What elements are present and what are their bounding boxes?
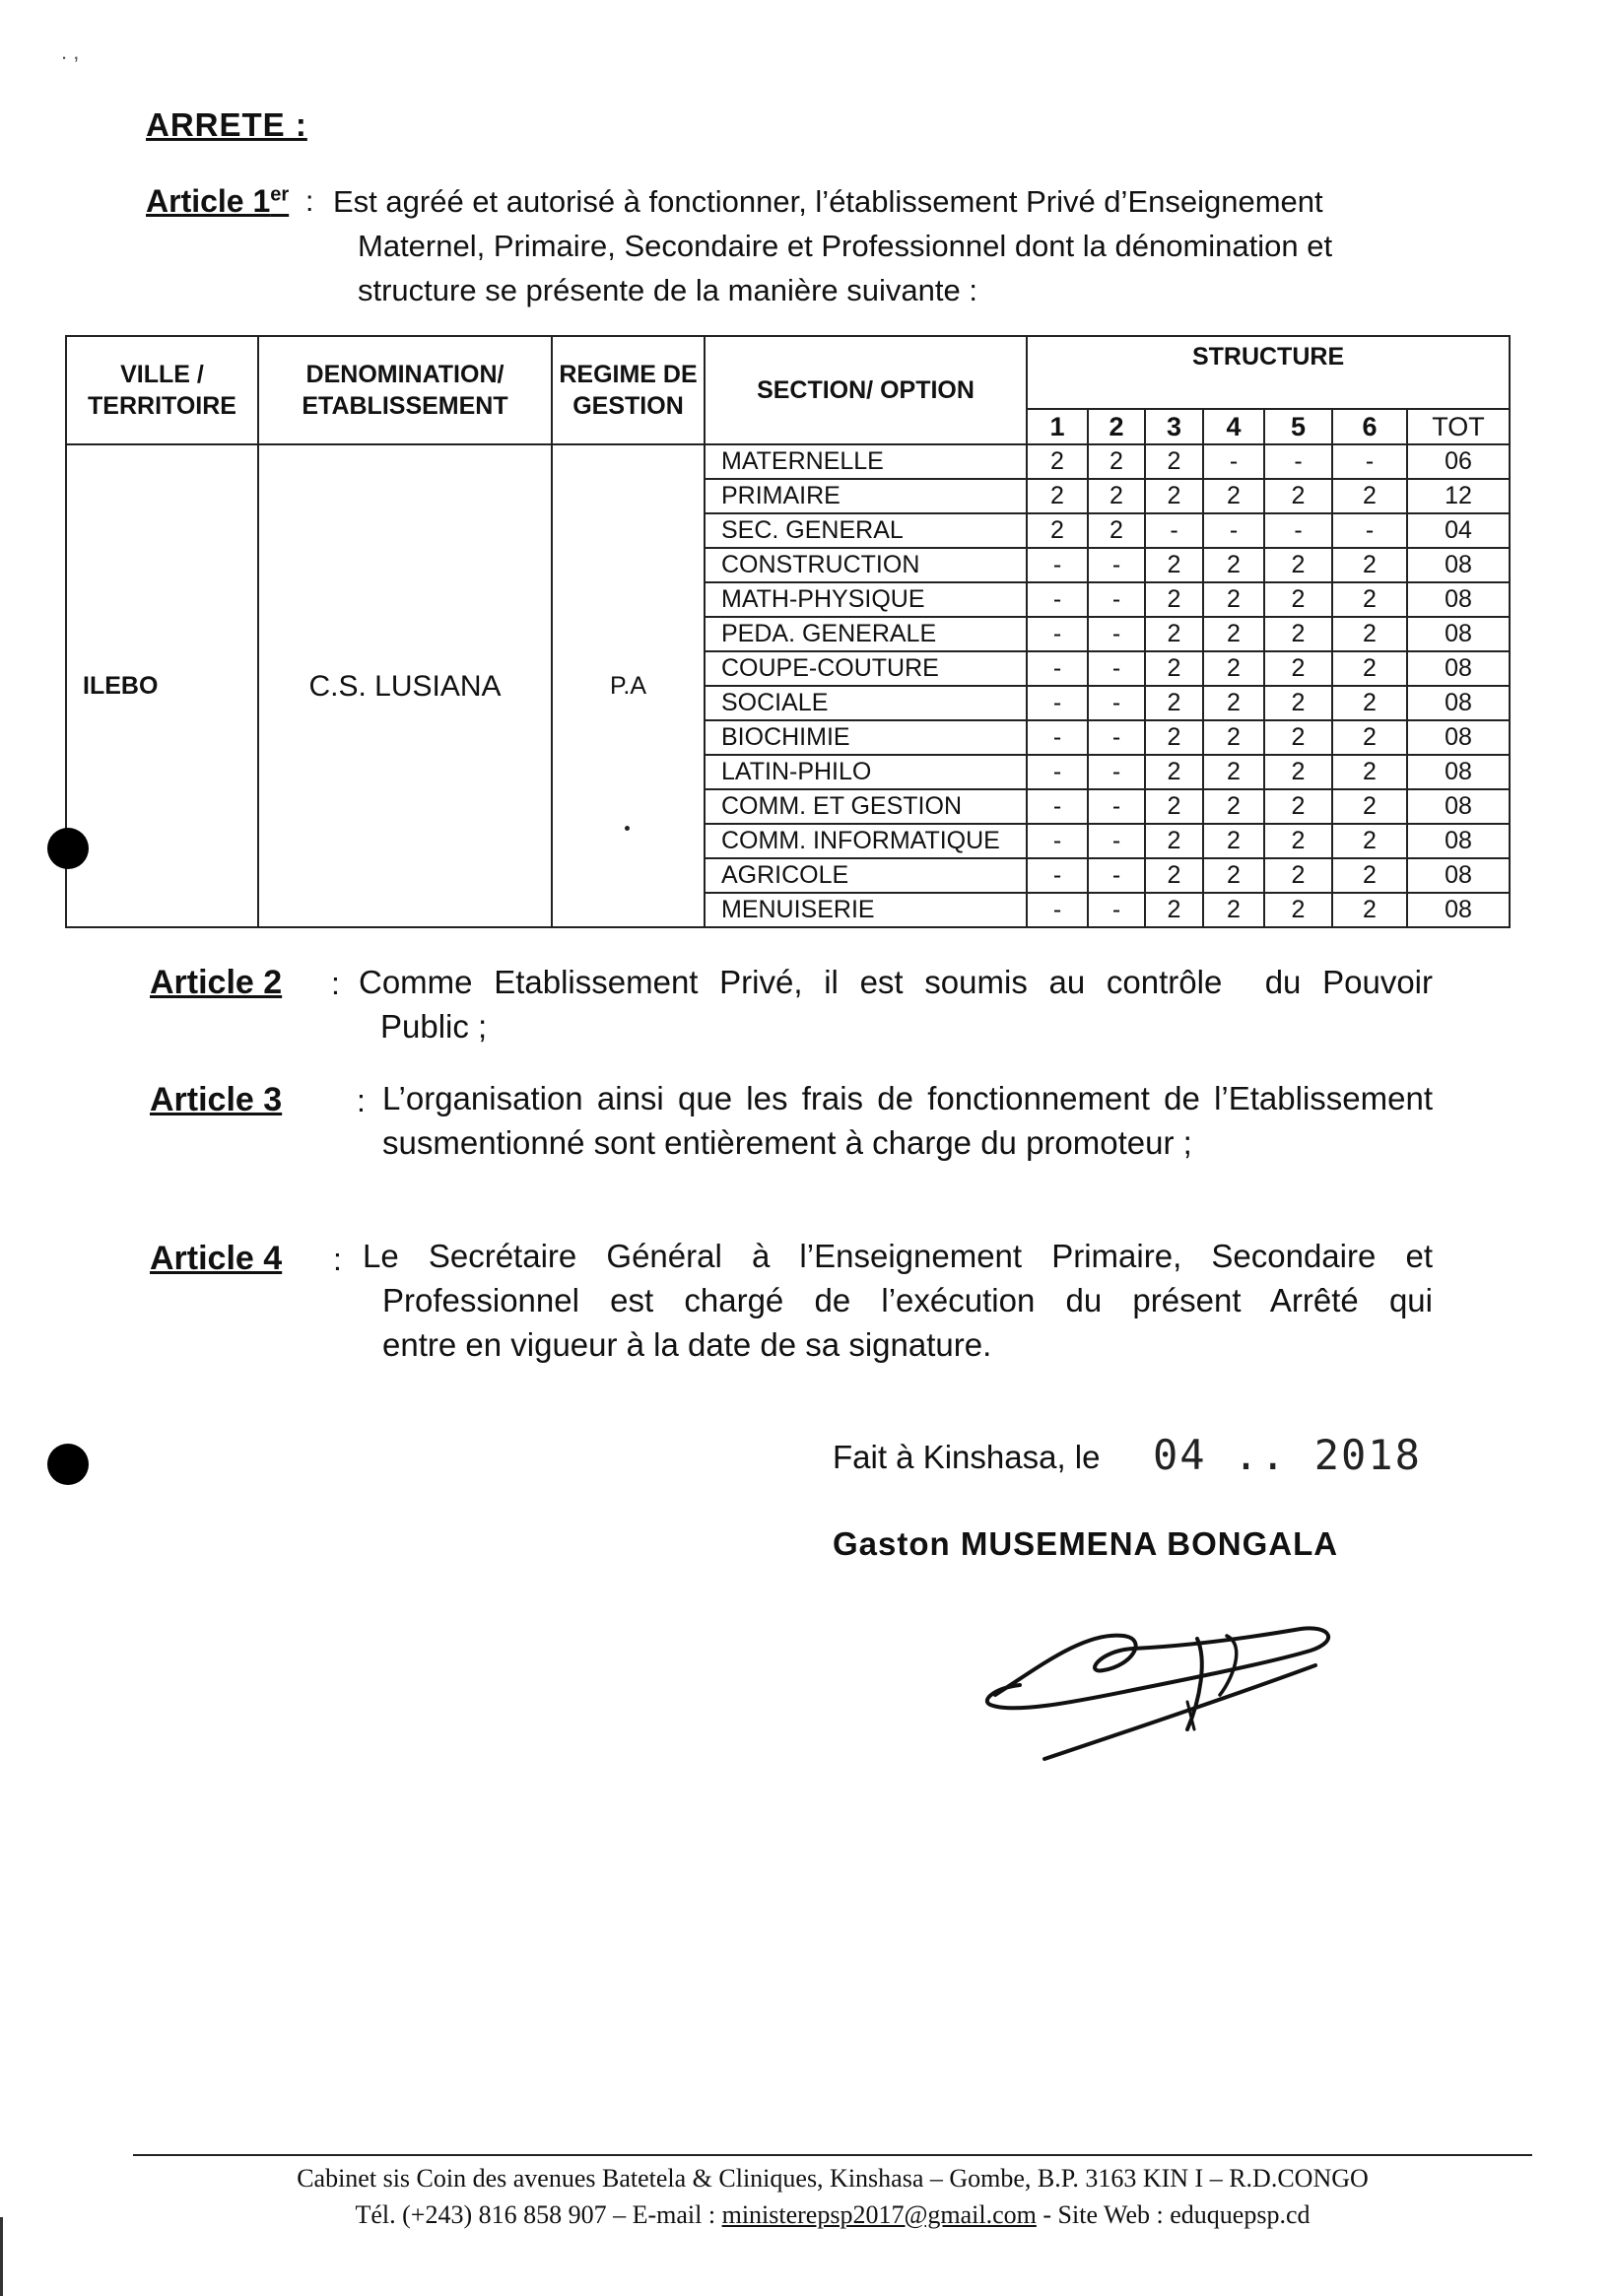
footer-rule: [133, 2154, 1532, 2156]
cell-structure-4: 2: [1203, 858, 1264, 893]
footer-web: - Site Web : eduquepsp.cd: [1036, 2200, 1311, 2229]
cell-structure-1: 2: [1027, 479, 1088, 513]
cell-structure-2: 2: [1088, 479, 1145, 513]
structure-table: [65, 335, 1511, 928]
cell-structure-6: 2: [1332, 858, 1407, 893]
struct-col-tot: TOT: [1407, 409, 1510, 444]
cell-structure-2: -: [1088, 755, 1145, 789]
cell-structure-5: 2: [1264, 582, 1332, 617]
cell-structure-1: -: [1027, 824, 1088, 858]
cell-structure-4: 2: [1203, 479, 1264, 513]
cell-structure-3: 2: [1145, 548, 1203, 582]
cell-structure-6: 2: [1332, 893, 1407, 927]
article2-line1: Comme Etablissement Privé, il est soumis au contrôle du Pouvoir: [359, 964, 1433, 1000]
cell-structure-5: 2: [1264, 720, 1332, 755]
cell-option: PRIMAIRE: [705, 479, 1027, 513]
cell-structure-3: 2: [1145, 789, 1203, 824]
struct-col-4: 4: [1203, 409, 1264, 444]
article1-label-sup: er: [270, 183, 290, 206]
cell-structure-3: -: [1145, 513, 1203, 548]
cell-structure-5: 2: [1264, 893, 1332, 927]
cell-structure-1: -: [1027, 651, 1088, 686]
date-stamp: 04 .. 2018: [1153, 1431, 1422, 1479]
cell-structure-6: 2: [1332, 824, 1407, 858]
cell-structure-4: 2: [1203, 686, 1264, 720]
cell-total: 08: [1407, 893, 1510, 927]
cell-total: 08: [1407, 651, 1510, 686]
cell-structure-3: 2: [1145, 720, 1203, 755]
footer-tel: Tél. (+243) 816 858 907 – E-mail :: [355, 2200, 722, 2229]
cell-option: BIOCHIMIE: [705, 720, 1027, 755]
article4-line3: entre en vigueur à la date de sa signature.: [382, 1326, 992, 1363]
cell-structure-2: -: [1088, 720, 1145, 755]
cell-structure-2: -: [1088, 824, 1145, 858]
footer-contact: [133, 2200, 1532, 2230]
header-section: SECTION/ OPTION: [705, 336, 1027, 444]
cell-regime: P.A: [552, 444, 705, 927]
cell-structure-4: -: [1203, 513, 1264, 548]
footer-email-link[interactable]: ministerepsp2017@gmail.com: [721, 2200, 1037, 2229]
cell-structure-5: 2: [1264, 479, 1332, 513]
cell-total: 08: [1407, 824, 1510, 858]
cell-structure-3: 2: [1145, 893, 1203, 927]
header-regime: REGIME DE GESTION: [552, 336, 705, 444]
header-denomination: DENOMINATION/ ETABLISSEMENT: [258, 336, 552, 444]
cell-structure-4: 2: [1203, 720, 1264, 755]
cell-structure-3: 2: [1145, 651, 1203, 686]
cell-structure-2: -: [1088, 858, 1145, 893]
article3-colon: :: [357, 1083, 366, 1118]
cell-structure-4: 2: [1203, 824, 1264, 858]
cell-structure-6: -: [1332, 444, 1407, 479]
cell-structure-3: 2: [1145, 582, 1203, 617]
arrete-heading: ARRETE :: [146, 106, 307, 143]
cell-structure-6: -: [1332, 513, 1407, 548]
cell-structure-1: -: [1027, 617, 1088, 651]
cell-structure-6: 2: [1332, 617, 1407, 651]
cell-structure-4: 2: [1203, 789, 1264, 824]
cell-structure-5: 2: [1264, 651, 1332, 686]
cell-structure-6: 2: [1332, 582, 1407, 617]
cell-structure-1: -: [1027, 858, 1088, 893]
article1-label: [146, 183, 289, 220]
cell-structure-4: 2: [1203, 651, 1264, 686]
cell-structure-3: 2: [1145, 858, 1203, 893]
cell-structure-2: -: [1088, 686, 1145, 720]
cell-option: PEDA. GENERALE: [705, 617, 1027, 651]
scan-edge: [0, 2217, 3, 2296]
punch-hole-lower: [47, 1444, 89, 1485]
struct-col-6: 6: [1332, 409, 1407, 444]
cell-structure-4: -: [1203, 444, 1264, 479]
article3-text: L’organisation ainsi que les frais de fonctionnement de l’Etablissement susmentionné sont entièrement à charge du promoteur ;: [382, 1080, 1433, 1161]
article2-text: [359, 960, 1433, 1048]
cell-structure-2: -: [1088, 548, 1145, 582]
cell-structure-3: 2: [1145, 479, 1203, 513]
cell-structure-3: 2: [1145, 686, 1203, 720]
cell-structure-4: 2: [1203, 617, 1264, 651]
cell-structure-2: -: [1088, 582, 1145, 617]
cell-total: 12: [1407, 479, 1510, 513]
cell-structure-5: 2: [1264, 686, 1332, 720]
cell-total: 08: [1407, 582, 1510, 617]
struct-col-5: 5: [1264, 409, 1332, 444]
signer-name: Gaston MUSEMENA BONGALA: [833, 1525, 1339, 1562]
cell-option: MATERNELLE: [705, 444, 1027, 479]
struct-col-2: 2: [1088, 409, 1145, 444]
cell-total: 08: [1407, 686, 1510, 720]
article4-line2: Professionnel est chargé de l’exécution du présent Arrêté qui: [382, 1282, 1433, 1318]
cell-total: 08: [1407, 858, 1510, 893]
article2-line2: Public ;: [380, 1008, 488, 1045]
article4-label: Article 4: [150, 1240, 283, 1277]
cell-structure-5: 2: [1264, 858, 1332, 893]
cell-structure-3: 2: [1145, 755, 1203, 789]
cell-total: 08: [1407, 617, 1510, 651]
article4-line1: Le Secrétaire Général à l’Enseignement Primaire, Secondaire et: [363, 1238, 1433, 1274]
cell-structure-1: -: [1027, 548, 1088, 582]
table-row: [66, 444, 1510, 479]
cell-structure-5: -: [1264, 513, 1332, 548]
cell-structure-3: 2: [1145, 824, 1203, 858]
cell-structure-1: 2: [1027, 513, 1088, 548]
cell-structure-4: 2: [1203, 755, 1264, 789]
cell-total: 08: [1407, 720, 1510, 755]
cell-structure-1: -: [1027, 893, 1088, 927]
punch-hole-upper: [47, 828, 89, 869]
header-structure: STRUCTURE: [1027, 336, 1510, 409]
article1-colon: :: [305, 185, 314, 218]
signature: [975, 1591, 1350, 1789]
cell-structure-6: 2: [1332, 720, 1407, 755]
article4-text: [363, 1234, 1433, 1367]
cell-structure-1: -: [1027, 686, 1088, 720]
cell-option: AGRICOLE: [705, 858, 1027, 893]
cell-structure-5: 2: [1264, 617, 1332, 651]
cell-structure-2: 2: [1088, 444, 1145, 479]
cell-structure-1: -: [1027, 582, 1088, 617]
article2-label: Article 2: [150, 964, 283, 1001]
footer-address: Cabinet sis Coin des avenues Batetela & Cliniques, Kinshasa – Gombe, B.P. 3163 KIN I – R.D.CONGO: [297, 2164, 1369, 2193]
cell-option: CONSTRUCTION: [705, 548, 1027, 582]
cell-structure-3: 2: [1145, 617, 1203, 651]
cell-structure-4: 2: [1203, 548, 1264, 582]
fait-a-kinshasa: Fait à Kinshasa, le: [833, 1439, 1101, 1475]
cell-structure-1: -: [1027, 720, 1088, 755]
article3-label: Article 3: [150, 1081, 283, 1118]
cell-structure-3: 2: [1145, 444, 1203, 479]
stray-marks: . ,: [61, 39, 80, 64]
cell-option: MENUISERIE: [705, 893, 1027, 927]
cell-structure-5: 2: [1264, 755, 1332, 789]
cell-total: 08: [1407, 755, 1510, 789]
cell-structure-2: -: [1088, 651, 1145, 686]
article1-label-text: Article 1: [146, 183, 271, 219]
cell-total: 08: [1407, 789, 1510, 824]
cell-structure-5: 2: [1264, 789, 1332, 824]
article1-line2: Maternel, Primaire, Secondaire et Professionnel dont la dénomination et: [358, 229, 1333, 263]
article4-colon: :: [333, 1242, 342, 1277]
cell-option: COMM. INFORMATIQUE: [705, 824, 1027, 858]
cell-structure-1: 2: [1027, 444, 1088, 479]
cell-structure-4: 2: [1203, 893, 1264, 927]
header-ville: VILLE / TERRITOIRE: [66, 336, 258, 444]
struct-col-3: 3: [1145, 409, 1203, 444]
cell-structure-2: -: [1088, 789, 1145, 824]
cell-option: COUPE-COUTURE: [705, 651, 1027, 686]
cell-structure-2: -: [1088, 617, 1145, 651]
cell-structure-6: 2: [1332, 755, 1407, 789]
cell-structure-1: -: [1027, 755, 1088, 789]
cell-option: COMM. ET GESTION: [705, 789, 1027, 824]
cell-structure-1: -: [1027, 789, 1088, 824]
cell-structure-5: 2: [1264, 548, 1332, 582]
cell-structure-5: 2: [1264, 824, 1332, 858]
cell-structure-6: 2: [1332, 686, 1407, 720]
cell-structure-6: 2: [1332, 548, 1407, 582]
cell-option: SEC. GENERAL: [705, 513, 1027, 548]
cell-structure-6: 2: [1332, 651, 1407, 686]
cell-structure-6: 2: [1332, 789, 1407, 824]
cell-structure-6: 2: [1332, 479, 1407, 513]
cell-ville: ILEBO: [66, 444, 258, 927]
cell-denomination: C.S. LUSIANA: [258, 444, 552, 927]
cell-structure-5: -: [1264, 444, 1332, 479]
article2-colon: :: [331, 966, 340, 1001]
stray-dot: [625, 826, 630, 831]
cell-structure-2: -: [1088, 893, 1145, 927]
cell-structure-2: 2: [1088, 513, 1145, 548]
cell-option: LATIN-PHILO: [705, 755, 1027, 789]
cell-total: 06: [1407, 444, 1510, 479]
cell-structure-4: 2: [1203, 582, 1264, 617]
article1-line1: Est agréé et autorisé à fonctionner, l’établissement Privé d’Enseignement: [333, 184, 1323, 219]
cell-total: 08: [1407, 548, 1510, 582]
cell-option: MATH-PHYSIQUE: [705, 582, 1027, 617]
article1-line3: structure se présente de la manière suivante :: [358, 273, 977, 307]
article1-text: [333, 179, 1437, 312]
cell-option: SOCIALE: [705, 686, 1027, 720]
cell-total: 04: [1407, 513, 1510, 548]
struct-col-1: 1: [1027, 409, 1088, 444]
